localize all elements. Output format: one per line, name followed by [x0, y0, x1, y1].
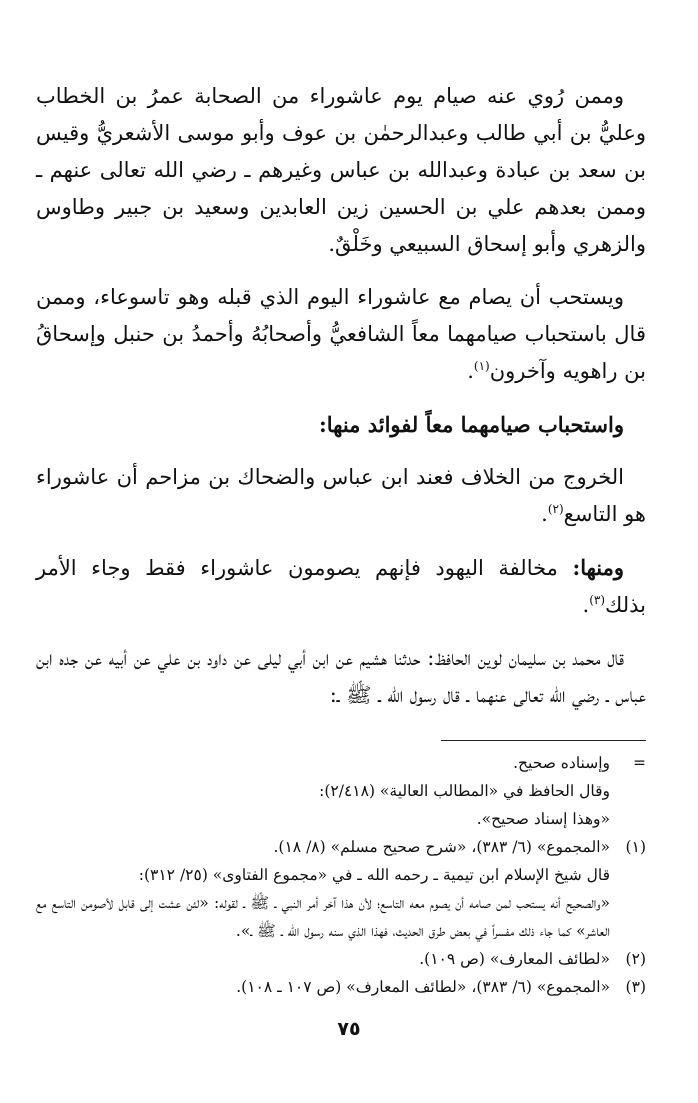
paragraph-1: وممن رُوي عنه صيام يوم عاشوراء من الصحابة عمرُ بن الخطاب وعليُّ بن أبي طالب وعبدالرحمٰن بن عوف وأبو موسى الأشعريُّ وقيس بن سعد بن عبادة وعبدالله بن عباس وغيرهم ـ رضي الله تعالى عنهم ـ وممن بعدهم علي بن الحسين زين العابدين وسعيد بن جبير وطاوس والزهري وأبو إسحاق السبيعي وخَلْقٌ. — [36, 84, 646, 256]
page-number: ٧٥ — [337, 1018, 361, 1040]
footnote-line: قال شيخ الإسلام ابن تيمية ـ رحمه الله ـ في «مجموع الفتاوى» (٢٥/ ٣١٢): — [138, 866, 610, 884]
section-heading: واستحباب صيامهما معاً لفوائد منها: — [318, 412, 624, 437]
footnote-line: وإسناده صحيح. — [513, 754, 610, 772]
footnote-2 — [36, 945, 646, 973]
footnote-line: «والصحيح أنه يستحب لمن صامه أن يصوم معه التاسع؛ لأن هذا آخر أمر النبي ـ ﷺ ـ لقوله: «لئن عشت إلى قابل لأصومن التاسع مع العاشر» كما جاء ذلك مفسراً في بعض طرق الحديث، فهذا الذي سنه رسول الله ـ ﷺ ـ». — [36, 894, 610, 940]
footnote-ref-3[interactable]: (٣) — [589, 593, 606, 607]
paragraph-3: الخروج من الخلاف فعند ابن عباس والضحاك بن مزاحم أن عاشوراء هو التاسع$^{(٢)}$. — [36, 465, 646, 526]
footnote-separator — [441, 740, 646, 741]
footnote-number: (١) — [625, 838, 646, 856]
footnote-line: «لطائف المعارف» (ص ١٠٩). — [419, 950, 610, 968]
footnote-line: «وهذا إسناد صحيح». — [476, 810, 610, 828]
page-body — [36, 78, 646, 1001]
footnote-continuation — [36, 749, 646, 833]
paragraph-5: قال محمد بن سليمان لوين الحافظ: حدثنا هشيم عن ابن أبي ليلى عن داود بن علي عن أبيه عن جده ابن عباس ـ رضي الله تعالى عنهما ـ قال رسول الله ـ ﷺ ـ: — [36, 646, 646, 707]
continuation-mark: = — [633, 754, 646, 772]
paragraph-4-lead: ومنها: — [572, 555, 624, 580]
footnote-ref-1[interactable]: (١) — [473, 359, 490, 373]
paragraph-2: ويستحب أن يصام مع عاشوراء اليوم الذي قبله وهو تاسوعاء، وممن قال باستحباب صيامهما معاً الشافعيُّ وأصحابُهُ وأحمدُ بن حنبل وإسحاقُ بن راهويه وآخرون$^{(١)}$. — [36, 285, 646, 383]
footnote-3 — [36, 973, 646, 1001]
footnote-1 — [36, 833, 646, 945]
footnote-ref-2[interactable]: (٢) — [547, 502, 564, 516]
footnotes — [36, 749, 646, 1001]
paragraph-4: ومنها: مخالفة اليهود فإنهم يصومون عاشوراء فقط وجاء الأمر بذلك$^{(٣)}$. — [36, 555, 646, 617]
footnote-number: (٣) — [625, 978, 646, 996]
footnote-line: وقال الحافظ في «المطالب العالية» (٢/٤١٨): — [319, 782, 610, 800]
footnote-line: «المجموع» (٦/ ٣٨٣)، «شرح صحيح مسلم» (٨/ ١٨). — [273, 838, 610, 856]
footnote-line: «المجموع» (٦/ ٣٨٣)، «لطائف المعارف» (ص ١٠٧ ـ ١٠٨). — [236, 978, 610, 996]
footnote-number: (٢) — [625, 950, 646, 968]
